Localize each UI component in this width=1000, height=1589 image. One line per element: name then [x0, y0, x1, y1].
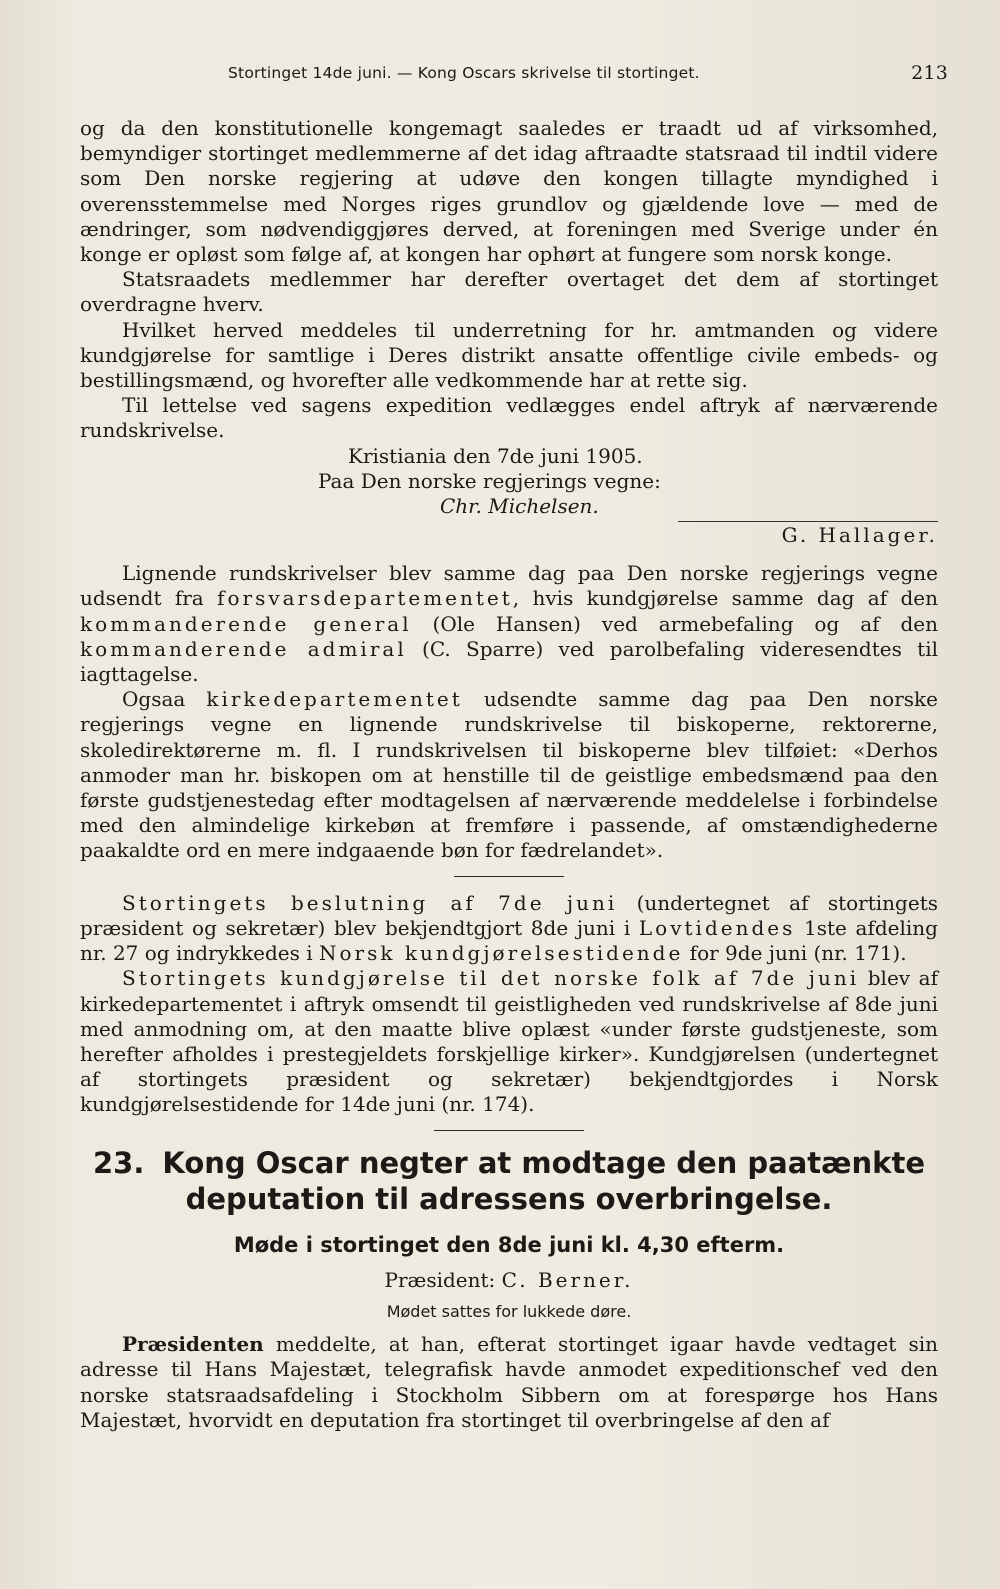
paragraph-praesidenten: Præsidenten meddelte, at han, efterat stortinget igaar havde vedtaget sin adresse til Hans Majestæt, telegrafisk havde anmodet expeditionschef ved den norske statsraadsafdeling i Stockholm Sibbern om at forespørge hos Hans Majestæt, hvorvidt en deputation fra stortinget til overbringelse af den af — [80, 1332, 938, 1432]
paragraph-beslutning: Stortingets beslutning af 7de juni (undertegnet af stortingets præsident og sekretær) blev bekjendtgjort 8de juni i Lovtidendes 1ste afdeling nr. 27 og indrykkedes i Norsk kundgjørelsestidende for 9de juni (nr. 171). — [80, 890, 938, 966]
countersignature-row — [80, 519, 938, 548]
paragraph-notice: Hvilket herved meddeles til underretning for hr. amtmanden og videre kundgjørelse for samtlige i Deres distrikt ansatte offentlige civile embeds- og bestillingsmænd, og hvorefter alle vedkommende har at rette sig. — [80, 317, 938, 393]
letter-date: Kristiania den 7de juni 1905. — [348, 443, 643, 468]
closed-doors-note: Mødet sattes for lukkede døre. — [386, 1301, 632, 1321]
page-number: 213 — [911, 62, 948, 84]
paragraph-kirke: Ogsaa kirkedepartementet udsendte samme dag paa Den norske regjerings vegne en lignende rundskrivelse til biskoperne, rektorerne, skoledirektørerne m. fl. I rundskrivelsen til biskoperne blev tilføiet: «Derhos anmoder man hr. biskopen om at henstille til de geistlige embedsmænd paa den første gudstjenestedag efter modtagelsen af nærværende meddelelse i forbindelse med den almindelige kirkebøn at fremføre i passende, af omstændighederne paakaldte ord en mere indgaaende bøn for fædrelandet». — [80, 687, 938, 863]
running-title: Stortinget 14de juni. — Kong Oscars skrivelse til stortinget. — [228, 64, 700, 82]
section-heading — [80, 1145, 938, 1217]
signature-rule — [678, 521, 938, 522]
page-body — [80, 116, 938, 1433]
section-number: 23. — [93, 1145, 145, 1180]
president-line: Præsident: C. Berner. — [384, 1267, 634, 1292]
paragraph-authority: og da den konstitutionelle kongemagt saaledes er traadt ud af virksomhed, bemyndiger stortinget medlemmerne af det idag aftraadte statsraad til indtil videre som Den norske regjering at udøve den kongen tillagte myndighed i overensstemmelse med Norges riges grundlov og gjældende love — med de ændringer, som nødvendiggjøres derved, at foreningen med Sverige under én konge er opløst som følge af, at kongen har ophørt at fungere som norsk konge. — [80, 116, 938, 267]
section-title-line1: Kong Oscar negter at modtage den paatænkte — [162, 1145, 925, 1180]
running-header — [228, 64, 948, 82]
chapter-divider — [434, 1130, 584, 1131]
signature-hallager: G. Hallager. — [781, 523, 938, 548]
paragraph-enclosure: Til lettelse ved sagens expedition vedlægges endel aftryk af nærværende rundskrivelse. — [80, 393, 938, 443]
section-title-line2: deputation til adressens overbringelse. — [185, 1181, 833, 1216]
signature-michelsen: Chr. Michelsen. — [440, 494, 599, 519]
on-behalf-line: Paa Den norske regjerings vegne: — [318, 468, 661, 493]
paragraph-statsraad: Statsraadets medlemmer har derefter overtaget det dem af stortinget overdragne hverv. — [80, 267, 938, 317]
paragraph-forsvar: Lignende rundskrivelser blev samme dag paa Den norske regjerings vegne udsendt fra forsvarsdepartementet, hvis kundgjørelse samme dag af den kommanderende general (Ole Hansen) ved armebefaling og af den kommanderende admiral (C. Sparre) ved parolbefaling videresendtes til iagttagelse. — [80, 561, 938, 687]
section-divider — [454, 876, 564, 877]
paragraph-kundgjorelse: Stortingets kundgjørelse til det norske folk af 7de juni blev af kirkedepartementet i aftryk omsendt til geistligheden ved rundskrivelse af 8de juni med anmodning om, at den maatte blive oplæst «under første gudstjeneste, som herefter afholdes i prestegjeldets forskjellige kirker». Kundgjørelsen (undertegnet af stortingets præsident og sekretær) bekjendtgjordes i Norsk kundgjørelsestidende for 14de juni (nr. 174). — [80, 966, 938, 1117]
meeting-heading: Møde i stortinget den 8de juni kl. 4,30 efterm. — [233, 1232, 785, 1257]
